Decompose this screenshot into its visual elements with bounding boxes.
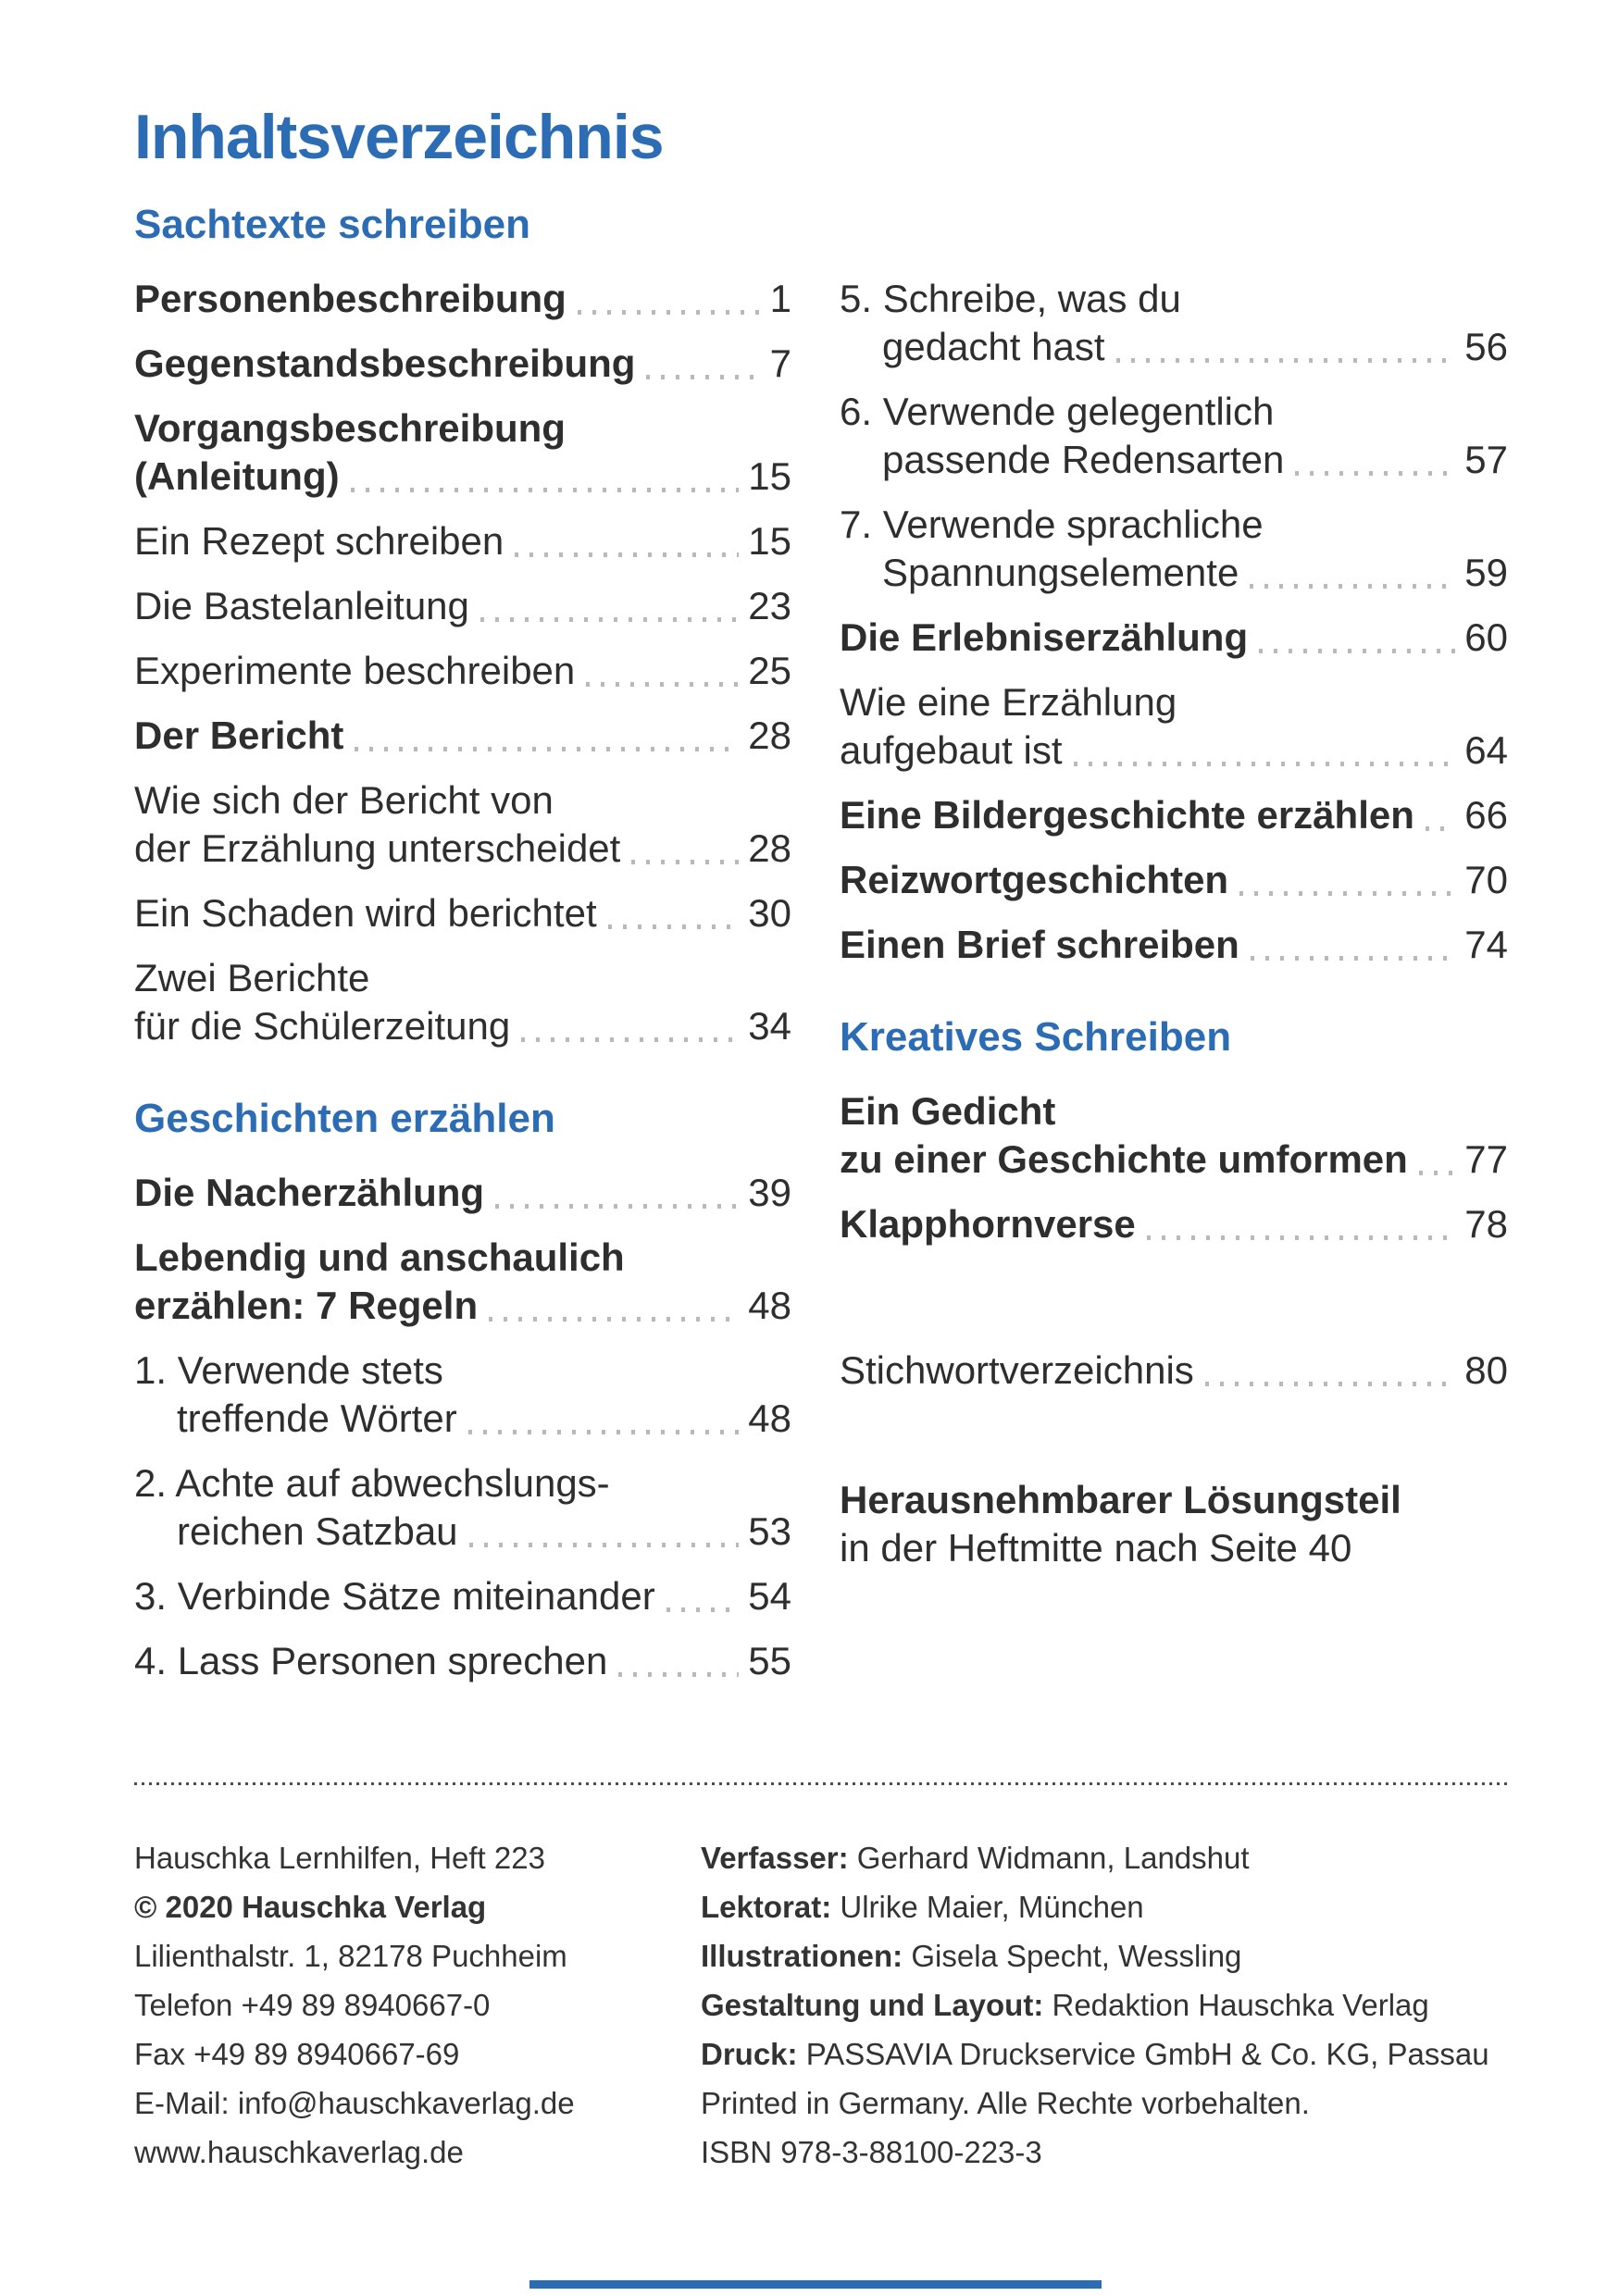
toc-entry: [840, 921, 1508, 969]
dot-leader: [1205, 1382, 1455, 1386]
page-number: 56: [1464, 325, 1508, 369]
dot-leader: [608, 925, 740, 929]
toc-entry: [134, 1169, 791, 1217]
page-title: Inhaltsverzeichnis: [134, 102, 664, 172]
imprint-label: Druck:: [701, 2037, 806, 2071]
toc-entry-line: 2. Achte auf abwechslungs-: [134, 1461, 610, 1506]
dot-leader: [489, 1317, 739, 1322]
toc-entry: [134, 340, 791, 388]
toc-entry-line: [840, 1347, 1508, 1395]
imprint-line: Hauschka Lernhilfen, Heft 223: [134, 1841, 545, 1875]
page-number: 1: [769, 277, 791, 321]
toc-entry-line: [134, 1395, 791, 1443]
imprint-line: Fax +49 89 8940667-69: [134, 2037, 460, 2071]
toc-entry-text: Experimente beschreiben: [134, 649, 576, 693]
page-number: 80: [1464, 1348, 1508, 1393]
toc-entry-text: Spannungselemente: [882, 551, 1239, 595]
toc-entry-line: [840, 1136, 1508, 1184]
toc-entry-line: [840, 614, 1508, 662]
toc-entry-line: [134, 517, 791, 565]
toc-entry: [134, 889, 791, 937]
toc-entry: [840, 791, 1508, 839]
page-number: 25: [748, 649, 791, 693]
toc-entry: [840, 388, 1508, 484]
toc-entry: [840, 501, 1508, 597]
dot-leader: [1250, 584, 1455, 589]
dot-leader: [355, 747, 739, 751]
page-number: 77: [1464, 1137, 1508, 1182]
dot-leader: [631, 860, 739, 864]
toc-entry-line: [840, 323, 1508, 371]
page-number: 15: [748, 454, 791, 499]
toc-content: [134, 104, 1509, 1702]
page-number: 60: [1464, 615, 1508, 660]
page-number: 34: [748, 1004, 791, 1049]
toc-entry-line: [134, 340, 791, 388]
toc-entry: [134, 1637, 791, 1685]
imprint-line: [701, 2029, 1509, 2079]
toc-entry-text: zu einer Geschichte umformen: [840, 1137, 1408, 1182]
page-number: 30: [748, 891, 791, 936]
footer-column-right: [701, 1833, 1509, 2177]
toc-entry-line: [840, 1200, 1508, 1248]
page-number: 78: [1464, 1202, 1508, 1247]
toc-entry-text: Personenbeschreibung: [134, 277, 567, 321]
page-number: 54: [748, 1574, 791, 1619]
imprint-value: Redaktion Hauschka Verlag: [1052, 1988, 1429, 2022]
toc-entry-line: [134, 825, 791, 873]
imprint-line: Lilienthalstr. 1, 82178 Puchheim: [134, 1939, 567, 1973]
toc-entry-line: [134, 1508, 791, 1556]
toc-entry: [840, 1200, 1508, 1248]
toc-entry-line: Wie eine Erzählung: [840, 680, 1177, 725]
toc-entry-line: [840, 791, 1508, 839]
dot-leader: [1259, 649, 1455, 653]
footer-column-left: [134, 1833, 701, 2177]
toc-entry-text: Der Bericht: [134, 714, 344, 758]
spacer: [840, 1411, 1508, 1476]
dot-leader: [351, 488, 740, 492]
toc-entry-line: [134, 1282, 791, 1330]
section-heading: Kreatives Schreiben: [840, 1014, 1232, 1061]
note-line: in der Heftmitte nach Seite 40: [840, 1526, 1352, 1570]
toc-entry-line: 7. Verwende sprachliche: [840, 503, 1264, 547]
page-number: 15: [748, 519, 791, 564]
page-number: 70: [1464, 858, 1508, 902]
toc-entry-line: [840, 921, 1508, 969]
toc-entry-line: Zwei Berichte: [134, 956, 370, 1000]
dot-leader: [666, 1607, 740, 1612]
dot-leader: [1295, 471, 1455, 476]
toc-entry-line: [134, 1572, 791, 1620]
toc-entry: [134, 517, 791, 565]
imprint-line: Printed in Germany. Alle Rechte vorbehalten.: [701, 2086, 1310, 2120]
page-number: 59: [1464, 551, 1508, 595]
page-number: 7: [769, 341, 791, 386]
toc-entry: [840, 678, 1508, 775]
toc-column-right: [840, 201, 1508, 1572]
dot-leader: [495, 1204, 739, 1209]
toc-entry-text: reichen Satzbau: [177, 1509, 458, 1554]
page-number: 23: [748, 584, 791, 628]
toc-entry: [840, 1087, 1508, 1184]
toc-entry-line: [840, 436, 1508, 484]
dot-leader: [480, 617, 739, 622]
loose-leaf-note: [840, 1476, 1508, 1572]
dot-leader: [468, 1430, 740, 1434]
toc-entry-text: Die Bastelanleitung: [134, 584, 469, 628]
toc-entry: [134, 275, 791, 323]
toc-column-left: [134, 201, 791, 1702]
dot-leader: [1426, 826, 1455, 831]
toc-entry-text: für die Schülerzeitung: [134, 1004, 511, 1049]
toc-entry-text: 3. Verbinde Sätze miteinander: [134, 1574, 655, 1619]
dot-leader: [586, 682, 739, 687]
toc-columns: [134, 201, 1509, 1702]
imprint-line: © 2020 Hauschka Verlag: [134, 1890, 487, 1924]
toc-entry: [840, 856, 1508, 904]
toc-entry-line: [840, 549, 1508, 597]
toc-entry-text: 4. Lass Personen sprechen: [134, 1639, 608, 1683]
toc-entry-line: Ein Gedicht: [840, 1089, 1056, 1134]
toc-entry-text: gedacht hast: [882, 325, 1105, 369]
toc-entry-line: [134, 647, 791, 695]
toc-entry-line: [134, 712, 791, 760]
toc-entry: [134, 1572, 791, 1620]
spacer: [840, 1265, 1508, 1347]
toc-entry-text: treffende Wörter: [177, 1396, 457, 1441]
toc-entry-text: Ein Schaden wird berichtet: [134, 891, 597, 936]
dot-leader: [1074, 762, 1456, 766]
toc-entry-text: Gegenstandsbeschreibung: [134, 341, 636, 386]
toc-entry-text: der Erzählung unterscheidet: [134, 826, 621, 871]
toc-entry: [134, 1459, 791, 1556]
toc-entry-line: [134, 1002, 791, 1050]
toc-entry-line: 1. Verwende stets: [134, 1348, 443, 1393]
imprint-line: www.hauschkaverlag.de: [134, 2135, 464, 2169]
page-number: 28: [748, 714, 791, 758]
dot-leader: [1251, 956, 1455, 961]
imprint-line: [701, 1931, 1509, 1980]
toc-entry-text: Eine Bildergeschichte erzählen: [840, 793, 1414, 838]
toc-entry: [134, 1347, 791, 1443]
toc-entry: [134, 776, 791, 873]
toc-entry-text: Stichwortverzeichnis: [840, 1348, 1194, 1393]
page-number: 28: [748, 826, 791, 871]
imprint-footer: [134, 1782, 1509, 2177]
page-number: 64: [1464, 728, 1508, 773]
page-number: 53: [748, 1509, 791, 1554]
toc-entry-text: Die Erlebniserzählung: [840, 615, 1249, 660]
page-number: 57: [1464, 438, 1508, 482]
imprint-line: Telefon +49 89 8940667-0: [134, 1988, 491, 2022]
toc-entry-text: Die Nacherzählung: [134, 1171, 485, 1215]
page-number: 39: [748, 1171, 791, 1215]
imprint-line: E-Mail: info@hauschkaverlag.de: [134, 2086, 575, 2120]
section-heading: Sachtexte schreiben: [134, 202, 530, 248]
section-heading: Geschichten erzählen: [134, 1096, 555, 1142]
page-number: 74: [1464, 923, 1508, 967]
toc-entry: [134, 954, 791, 1050]
toc-entry-line: [134, 1169, 791, 1217]
imprint-value: Gerhard Widmann, Landshut: [856, 1841, 1250, 1875]
imprint-label: Verfasser:: [701, 1841, 857, 1875]
page-number: 48: [748, 1396, 791, 1441]
imprint-label: Illustrationen:: [701, 1939, 912, 1973]
dot-leader: [469, 1543, 740, 1547]
toc-entry-line: [840, 726, 1508, 775]
toc-entry: [840, 1347, 1508, 1395]
toc-entry-text: (Anleitung): [134, 454, 340, 499]
toc-entry-line: 5. Schreibe, was du: [840, 277, 1181, 321]
toc-entry-text: erzählen: 7 Regeln: [134, 1284, 479, 1328]
toc-entry-line: [134, 275, 791, 323]
page-edge-blue-strip: [529, 2280, 1102, 2289]
toc-entry-text: Einen Brief schreiben: [840, 923, 1239, 967]
toc-entry-line: Lebendig und anschaulich: [134, 1235, 625, 1280]
dot-leader: [578, 310, 761, 315]
imprint-label: Lektorat:: [701, 1890, 841, 1924]
dot-leader: [1147, 1235, 1456, 1240]
toc-entry-line: [134, 453, 791, 501]
dot-leader: [1116, 358, 1456, 363]
dot-leader: [515, 552, 739, 557]
imprint-line: [701, 1980, 1509, 2029]
toc-entry-line: [134, 889, 791, 937]
imprint-line: ISBN 978-3-88100-223-3: [701, 2135, 1042, 2169]
toc-entry-text: Klapphornverse: [840, 1202, 1136, 1247]
page-number: 55: [748, 1639, 791, 1683]
footer-columns: [134, 1833, 1509, 2177]
toc-entry: [134, 712, 791, 760]
imprint-value: Ulrike Maier, München: [840, 1890, 1144, 1924]
page-number: 48: [748, 1284, 791, 1328]
dot-leader: [1239, 891, 1455, 896]
dot-leader: [1419, 1171, 1455, 1175]
toc-entry: [134, 1234, 791, 1330]
note-line: Herausnehmbarer Lösungsteil: [840, 1478, 1401, 1522]
toc-entry-line: [134, 582, 791, 630]
dot-leader: [646, 375, 760, 379]
toc-entry: [134, 582, 791, 630]
imprint-line: [701, 1882, 1509, 1931]
page-number: 66: [1464, 793, 1508, 838]
toc-entry-text: aufgebaut ist: [840, 728, 1063, 773]
imprint-label: Gestaltung und Layout:: [701, 1988, 1052, 2022]
footer-dotted-divider: [134, 1782, 1509, 1785]
imprint-value: Gisela Specht, Wessling: [911, 1939, 1242, 1973]
toc-entry: [134, 404, 791, 501]
toc-entry-line: Wie sich der Bericht von: [134, 778, 554, 823]
toc-entry-line: 6. Verwende gelegentlich: [840, 390, 1275, 434]
toc-entry: [840, 614, 1508, 662]
toc-entry-text: passende Redensarten: [882, 438, 1285, 482]
toc-entry: [840, 275, 1508, 371]
toc-entry-line: [134, 1637, 791, 1685]
dot-leader: [618, 1672, 739, 1677]
toc-entry-text: Ein Rezept schreiben: [134, 519, 504, 564]
toc-entry: [134, 647, 791, 695]
dot-leader: [521, 1037, 739, 1042]
toc-entry-line: [840, 856, 1508, 904]
imprint-line: [701, 1833, 1509, 1882]
toc-entry-text: Reizwortgeschichten: [840, 858, 1229, 902]
imprint-value: PASSAVIA Druckservice GmbH & Co. KG, Passau: [805, 2037, 1489, 2071]
toc-entry-line: Vorgangsbeschreibung: [134, 406, 566, 451]
